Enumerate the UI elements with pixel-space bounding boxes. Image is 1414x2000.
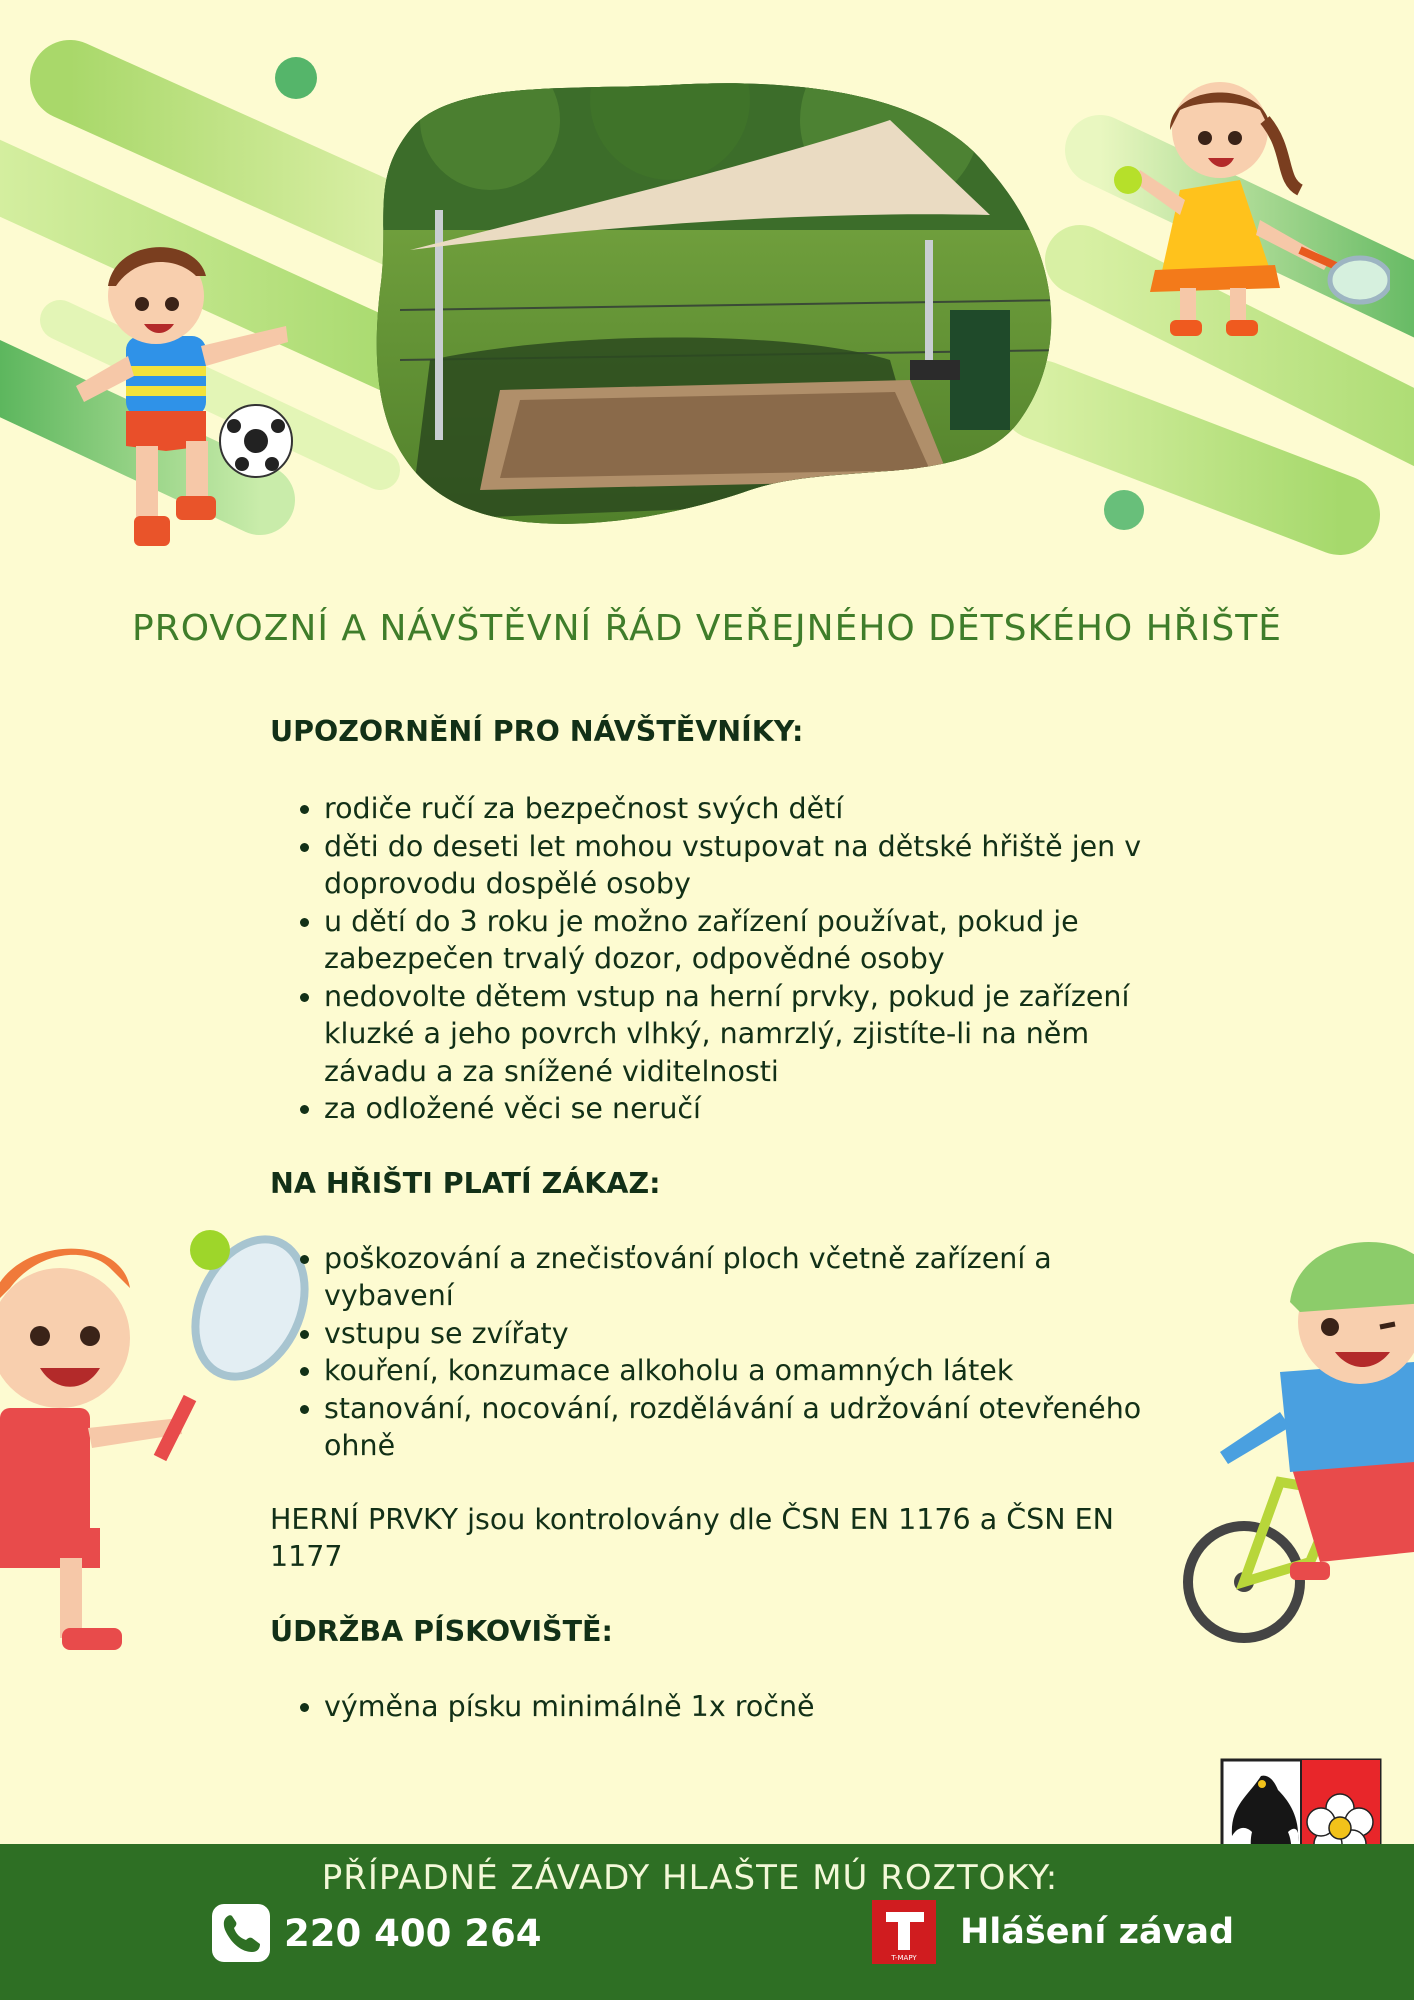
report-defects-link[interactable] (872, 1900, 1234, 1964)
list-item: • stanování, nocování, rozdělávání a udržování otevřeného ohně (324, 1390, 1150, 1465)
section-heading-sandbox: ÚDRŽBA PÍSKOVIŠTĚ: (270, 1614, 613, 1648)
list-item: • rodiče ručí za bezpečnost svých dětí (324, 790, 1150, 828)
kid-football-illustration (56, 226, 296, 556)
list-item: • výměna písku minimálně 1x ročně (324, 1688, 1150, 1726)
t-mapy-caption: T-MAPY (891, 1954, 917, 1962)
phone-number: 220 400 264 (284, 1911, 542, 1955)
ban-list (270, 1240, 1150, 1465)
section-heading-warning: UPOZORNĚNÍ PRO NÁVŠTĚVNÍKY: (270, 715, 804, 748)
list-item: • poškozování a znečisťování ploch včetně zařízení a vybavení (324, 1240, 1150, 1315)
list-item: • nedovolte dětem vstup na herní prvky, pokud je zařízení kluzké a jeho povrch vlhký, namrzlý, zjistíte-li na něm závadu a za snížené viditelnosti (324, 978, 1150, 1091)
dot (1104, 490, 1144, 530)
list-item: • děti do deseti let mohou vstupovat na dětské hřiště jen v doprovodu dospělé osoby (324, 828, 1150, 903)
section-heading-ban: NA HŘIŠTI PLATÍ ZÁKAZ: (270, 1166, 661, 1200)
t-mapy-logo-icon (872, 1900, 936, 1964)
list-item: • za odložené věci se neručí (324, 1090, 1150, 1128)
report-defects-label: Hlášení závad (960, 1912, 1235, 1952)
stripe (1040, 400, 1340, 515)
inspection-note: HERNÍ PRVKY jsou kontrolovány dle ČSN EN 1176 a ČSN EN 1177 (270, 1502, 1114, 1573)
warning-list (270, 790, 1150, 1128)
page-title: PROVOZNÍ A NÁVŠTĚVNÍ ŘÁD VEŘEJNÉHO DĚTSKÉHO HŘIŠTĚ (132, 608, 1282, 649)
girl-tennis-illustration (1110, 70, 1390, 350)
rules-content (270, 712, 1150, 1725)
dot (275, 57, 317, 99)
phone-icon (212, 1904, 270, 1962)
sandbox-list (270, 1688, 1150, 1726)
phone-contact[interactable] (212, 1904, 541, 1962)
footer-bar (0, 1844, 1414, 2000)
list-item: • vstupu se zvířaty (324, 1315, 1150, 1353)
kid-bike-illustration (1180, 1232, 1414, 1652)
list-item: • kouření, konzumace alkoholu a omamných látek (324, 1352, 1150, 1390)
playground-photo (370, 60, 1070, 540)
list-item: • u dětí do 3 roku je možno zařízení používat, pokud je zabezpečen trvalý dozor, odpovědné osoby (324, 903, 1150, 978)
footer-heading: PŘÍPADNÉ ZÁVADY HLAŠTE MÚ ROZTOKY: (321, 1858, 1059, 1898)
